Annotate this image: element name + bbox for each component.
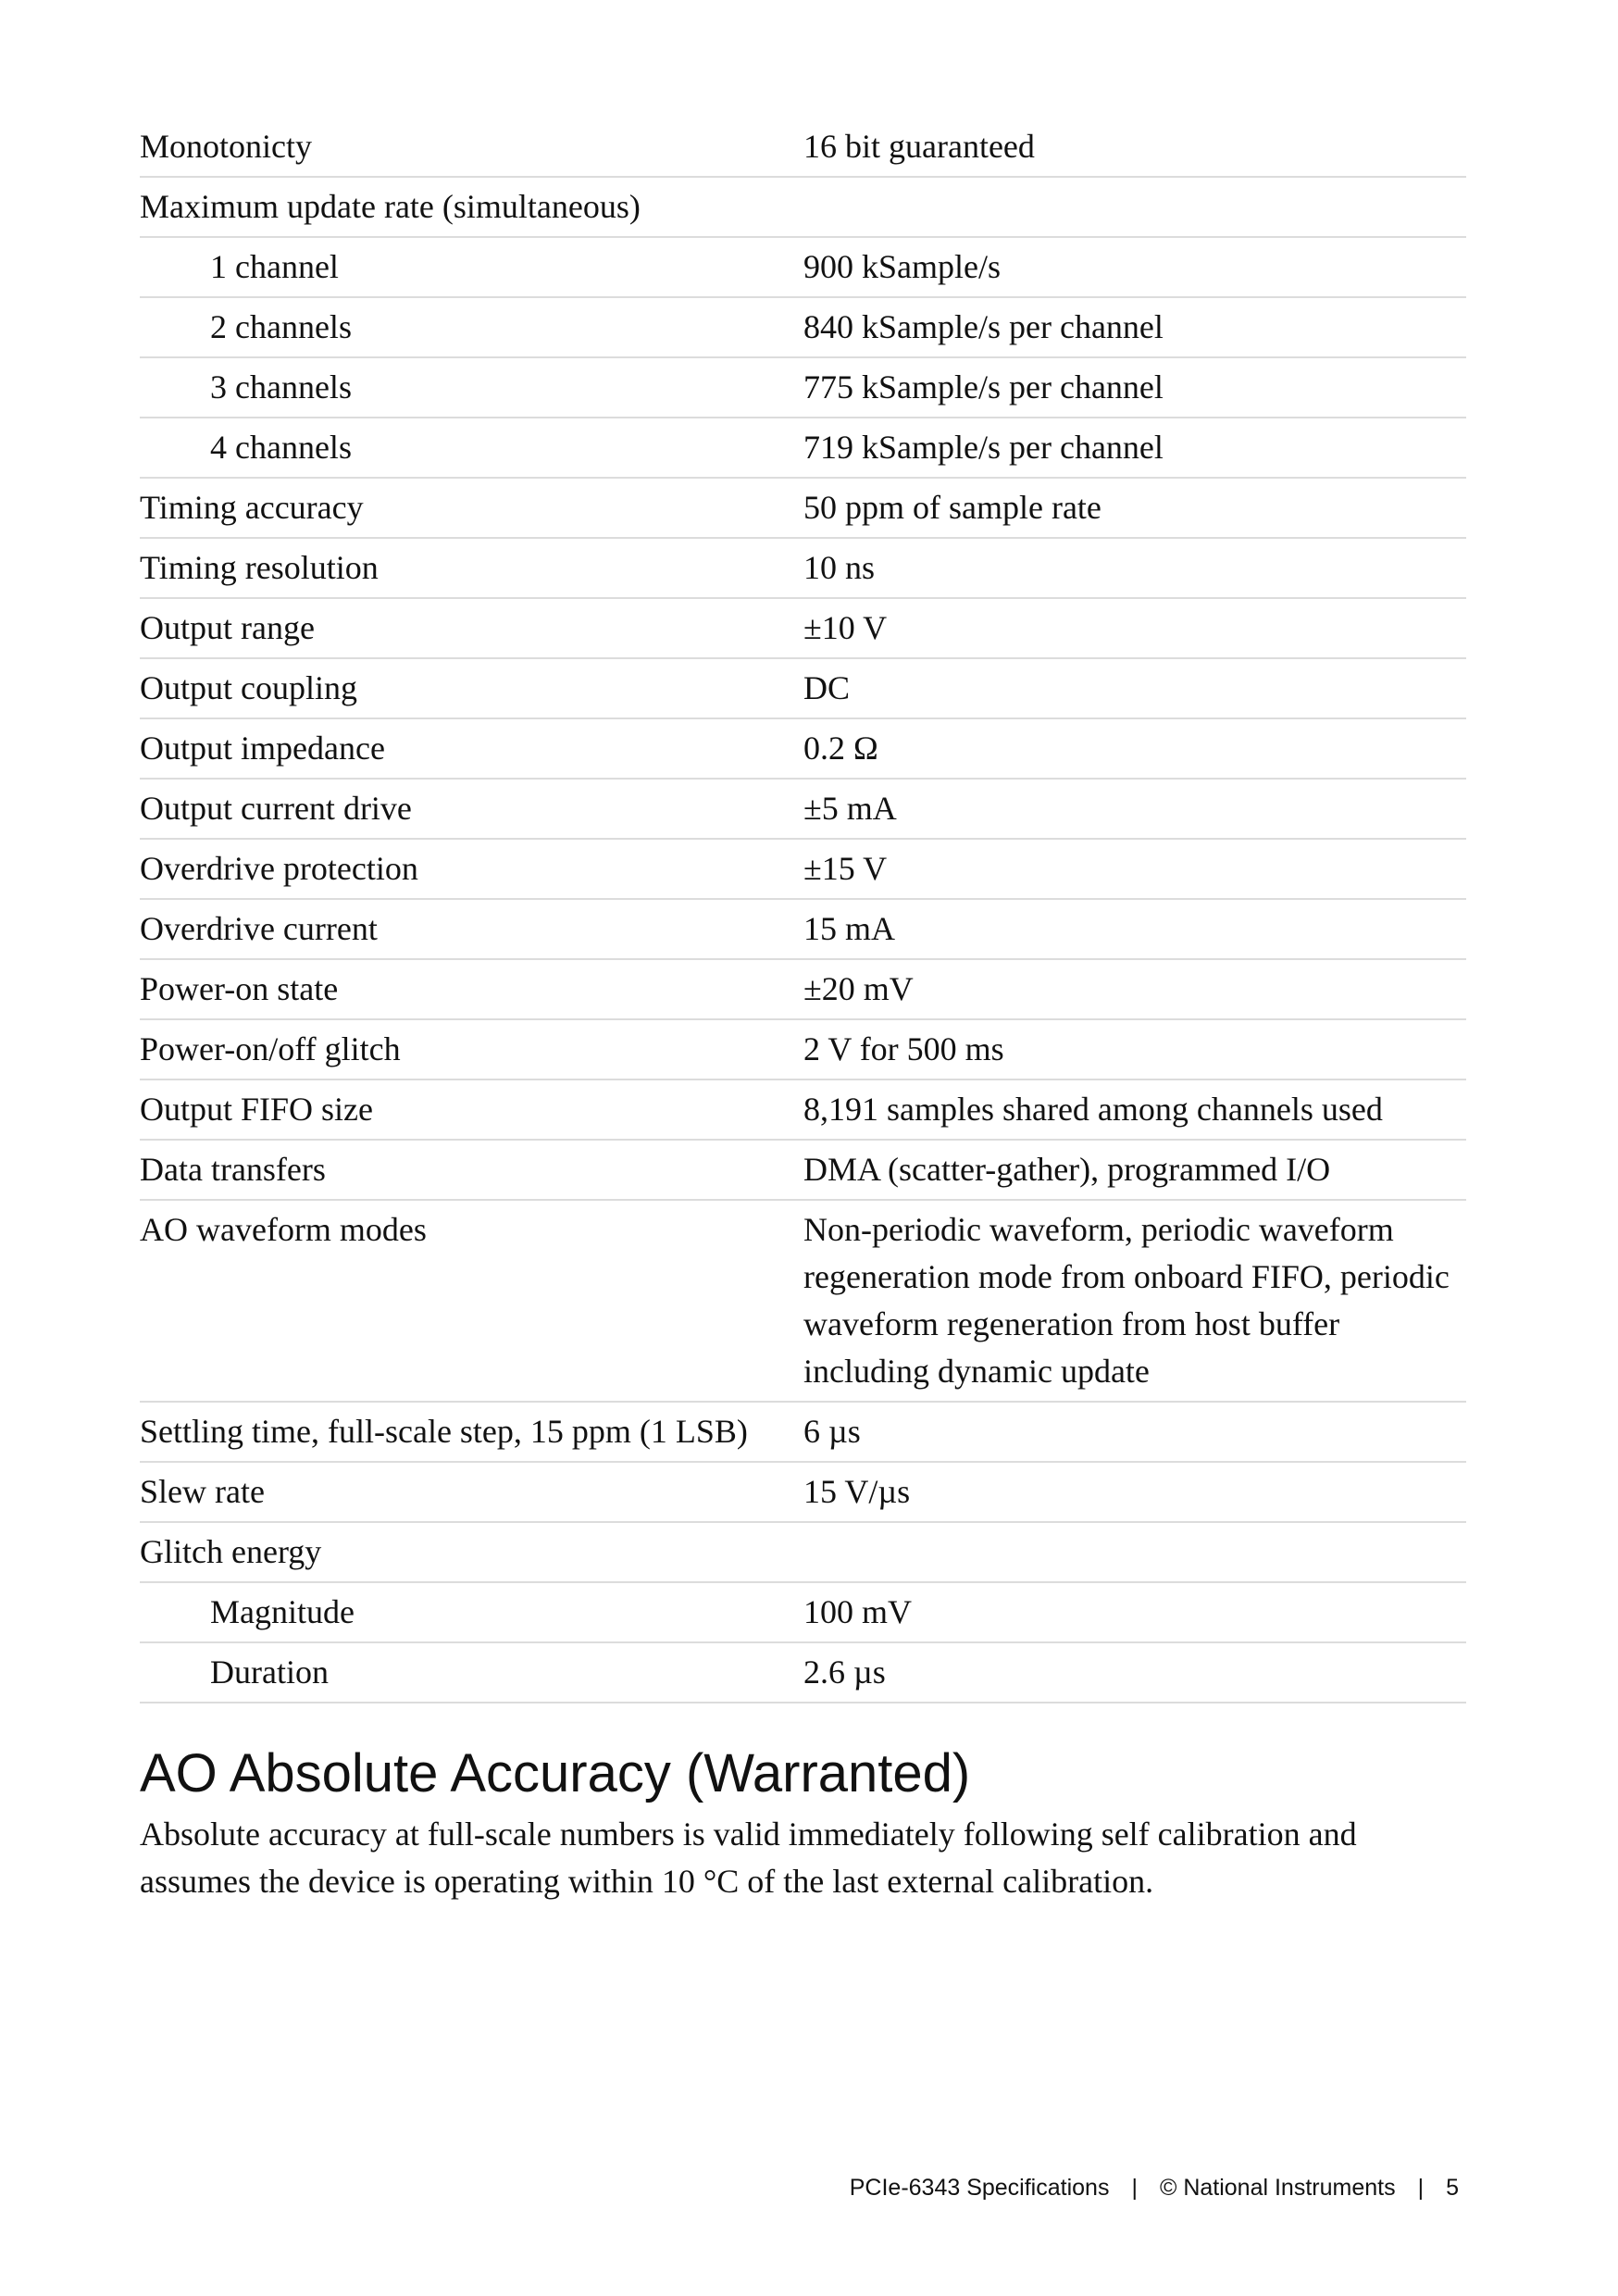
spec-value: 840 kSample/s per channel [803, 308, 1164, 345]
spec-row [140, 960, 1466, 1020]
spec-row [140, 1463, 1466, 1523]
spec-label: Power-on/off glitch [140, 1030, 401, 1067]
spec-value: DMA (scatter-gather), programmed I/O [803, 1151, 1331, 1188]
spec-label: Monotonicty [140, 128, 312, 165]
spec-label: Duration [210, 1653, 329, 1691]
footer-separator: | [1131, 2175, 1138, 2201]
spec-row [140, 298, 1466, 358]
spec-label: Data transfers [140, 1151, 326, 1188]
spec-value: 100 mV [803, 1593, 912, 1630]
spec-label: Glitch energy [140, 1533, 322, 1570]
spec-label: AO waveform modes [140, 1211, 427, 1248]
spec-value: 8,191 samples shared among channels used [803, 1091, 1383, 1128]
spec-row [140, 1020, 1466, 1080]
spec-value [803, 183, 1466, 231]
spec-label: Output impedance [140, 730, 385, 767]
spec-label: Magnitude [210, 1593, 355, 1630]
spec-value: ±15 V [803, 850, 888, 887]
spec-label: Overdrive current [140, 910, 378, 947]
spec-value: 0.2 Ω [803, 730, 878, 767]
section-paragraph: Absolute accuracy at full-scale numbers is valid immediately following self calibration and assumes the device is operating within 10 °C of the last external calibration. [140, 1816, 1357, 1900]
spec-value: 10 ns [803, 549, 876, 586]
spec-label: Output coupling [140, 669, 357, 706]
spec-row [140, 780, 1466, 840]
spec-value: 900 kSample/s [803, 248, 1001, 285]
spec-value: 15 V/µs [803, 1473, 911, 1510]
spec-value: 15 mA [803, 910, 895, 947]
footer-separator: | [1417, 2175, 1425, 2201]
spec-label: Output range [140, 609, 315, 646]
spec-label: Timing accuracy [140, 489, 364, 526]
spec-label: 1 channel [210, 248, 339, 285]
spec-label: Power-on state [140, 970, 339, 1007]
spec-label: Overdrive protection [140, 850, 418, 887]
spec-label: 2 channels [210, 308, 352, 345]
spec-row [140, 1643, 1466, 1703]
spec-value: DC [803, 669, 851, 706]
spec-value: Non-periodic waveform, periodic waveform regeneration mode from onboard FIFO, periodic waveform regeneration from host buffer including dynamic update [803, 1211, 1450, 1390]
specs-table [140, 118, 1466, 1703]
spec-label: Settling time, full-scale step, 15 ppm (1 LSB) [140, 1413, 748, 1450]
page-footer [850, 2172, 1459, 2203]
spec-label: Output FIFO size [140, 1091, 373, 1128]
spec-value [803, 1529, 1466, 1576]
spec-label: 3 channels [210, 368, 352, 406]
footer-copyright: © National Instruments [1159, 2175, 1396, 2201]
spec-row [140, 1403, 1466, 1463]
spec-row [140, 900, 1466, 960]
spec-row [140, 1201, 1466, 1403]
spec-row [140, 358, 1466, 418]
spec-value: 2.6 µs [803, 1653, 886, 1691]
spec-value: 719 kSample/s per channel [803, 429, 1164, 466]
spec-value: ±10 V [803, 609, 888, 646]
spec-value: ±20 mV [803, 970, 914, 1007]
spec-row [140, 840, 1466, 900]
spec-row [140, 178, 1466, 238]
spec-label: 4 channels [210, 429, 352, 466]
spec-row [140, 1523, 1466, 1583]
spec-label: Timing resolution [140, 549, 379, 586]
spec-value: ±5 mA [803, 790, 897, 827]
spec-value: 775 kSample/s per channel [803, 368, 1164, 406]
spec-row [140, 479, 1466, 539]
spec-row [140, 719, 1466, 780]
spec-value: 16 bit guaranteed [803, 128, 1035, 165]
spec-label: Slew rate [140, 1473, 265, 1510]
spec-value: 2 V for 500 ms [803, 1030, 1004, 1067]
section-heading: AO Absolute Accuracy (Warranted) [140, 1743, 971, 1803]
spec-row [140, 238, 1466, 298]
spec-label: Output current drive [140, 790, 412, 827]
spec-value: 6 µs [803, 1413, 861, 1450]
spec-row [140, 599, 1466, 659]
spec-value: 50 ppm of sample rate [803, 489, 1101, 526]
spec-row [140, 118, 1466, 178]
spec-row [140, 1583, 1466, 1643]
footer-doc-title: PCIe-6343 Specifications [849, 2175, 1110, 2201]
spec-row [140, 539, 1466, 599]
spec-row [140, 418, 1466, 479]
spec-row [140, 1080, 1466, 1141]
spec-row [140, 659, 1466, 719]
spec-label: Maximum update rate (simultaneous) [140, 188, 641, 225]
page-number: 5 [1446, 2175, 1459, 2201]
spec-row [140, 1141, 1466, 1201]
